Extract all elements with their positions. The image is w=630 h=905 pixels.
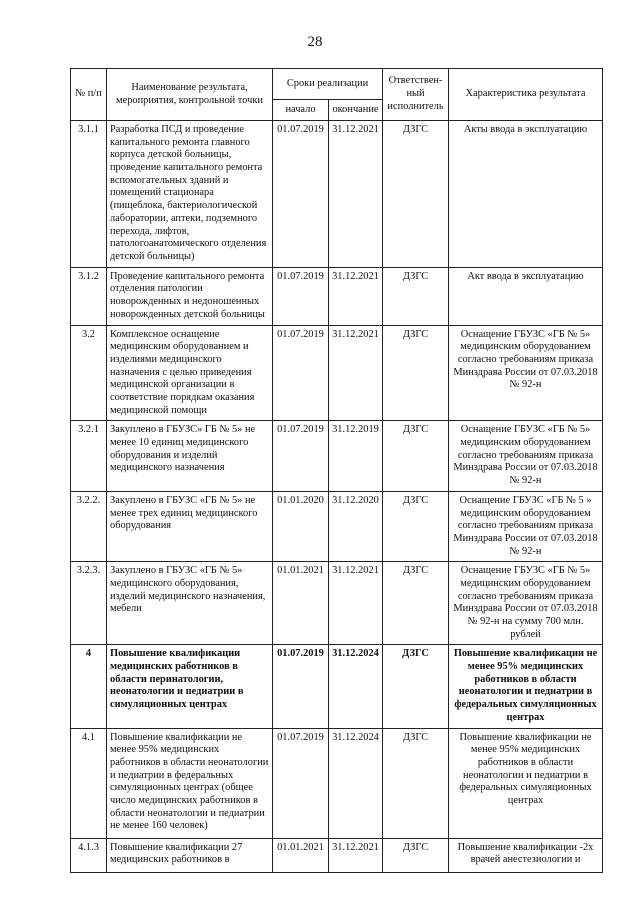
row-name: Закуплено в ГБУЗС» ГБ № 5» не менее 10 единиц медицинского оборудования и изделий медицинского назначения: [107, 421, 273, 491]
header-responsible: Ответствен-ный исполнитель: [383, 69, 449, 121]
row-responsible: ДЗГС: [383, 728, 449, 838]
row-result: Повышение квалификации не менее 95% медицинских работников в области неонатологии и педиатрии в федеральных симуляционных центрах: [449, 728, 603, 838]
row-name: Повышение квалификации 27 медицинских работников в: [107, 838, 273, 872]
row-start: 01.01.2020: [273, 491, 329, 561]
row-result: Оснащение ГБУЗС «ГБ № 5» медицинским оборудованием согласно требованиям приказа Минздрава России от 07.03.2018 № 92-н: [449, 325, 603, 421]
row-num: 3.2: [71, 325, 107, 421]
row-start: 01.07.2019: [273, 728, 329, 838]
row-responsible: ДЗГС: [383, 838, 449, 872]
row-num: 3.2.2.: [71, 491, 107, 561]
table-row: [71, 562, 603, 645]
row-num: 3.2.3.: [71, 562, 107, 645]
row-num: 4.1.3: [71, 838, 107, 872]
row-result: Акты ввода в эксплуатацию: [449, 121, 603, 268]
row-responsible: ДЗГС: [383, 325, 449, 421]
table-row: [71, 421, 603, 491]
row-result: Повышение квалификации не менее 95% медицинских работников в области неонатологии и педиатрии в федеральных симуляционных центрах: [449, 645, 603, 728]
header-start: начало: [273, 100, 329, 121]
header-end: окончание: [329, 100, 383, 121]
page-number: 28: [307, 34, 323, 50]
row-start: 01.07.2019: [273, 267, 329, 325]
row-name: Повышение квалификации медицинских работников в области перинатологии, неонатологии и педиатрии в симуляционных центрах: [107, 645, 273, 728]
row-end: 31.12.2021: [329, 121, 383, 268]
table-row: [71, 491, 603, 561]
row-name: Повышение квалификации не менее 95% медицинских работников в области неонатологии и педиатрии в федеральных симуляционных центрах (общее число медицинских работников в области неонатологии и педиатрии не менее 160 человек): [107, 728, 273, 838]
row-num: 4.1: [71, 728, 107, 838]
row-name: Проведение капитального ремонта отделения патологии новорожденных и недоношенных новорожденных детской больницы: [107, 267, 273, 325]
row-responsible: ДЗГС: [383, 562, 449, 645]
row-responsible: ДЗГС: [383, 421, 449, 491]
table-row: [71, 267, 603, 325]
row-start: 01.07.2019: [273, 325, 329, 421]
row-start: 01.07.2019: [273, 645, 329, 728]
row-end: 31.12.2020: [329, 491, 383, 561]
header-result: Характеристика результата: [449, 69, 603, 121]
row-name: Закуплено в ГБУЗС «ГБ № 5» не менее трех единиц медицинского оборудования: [107, 491, 273, 561]
row-responsible: ДЗГС: [383, 267, 449, 325]
schedule-table: [70, 68, 603, 873]
table-row: [71, 121, 603, 268]
row-start: 01.01.2021: [273, 838, 329, 872]
row-end: 31.12.2021: [329, 325, 383, 421]
row-name: Разработка ПСД и проведение капитального ремонта главного корпуса детской больницы, проведение капитального ремонта вспомогательных зданий и помещений стационара (пищеблока, бактериологической лаборатории, аптеки, подземного перехода, лифтов, патологоанатомического отделения детской больницы): [107, 121, 273, 268]
row-end: 31.12.2024: [329, 728, 383, 838]
header-name: Наименование результата, мероприятия, контрольной точки: [107, 69, 273, 121]
row-start: 01.01.2021: [273, 562, 329, 645]
row-start: 01.07.2019: [273, 121, 329, 268]
header-num: № п/п: [71, 69, 107, 121]
header-period: Сроки реализации: [273, 69, 383, 100]
table-row: [71, 728, 603, 838]
row-start: 01.07.2019: [273, 421, 329, 491]
row-end: 31.12.2021: [329, 562, 383, 645]
row-end: 31.12.2021: [329, 267, 383, 325]
row-name: Комплексное оснащение медицинским оборудованием и изделиями медицинского назначения с целью приведения медицинской организации в соответствие порядкам оказания медицинской помощи: [107, 325, 273, 421]
row-end: 31.12.2019: [329, 421, 383, 491]
row-result: Повышение квалификации -2х врачей анестезиологии и: [449, 838, 603, 872]
row-num: 4: [71, 645, 107, 728]
row-name: Закуплено в ГБУЗС «ГБ № 5» медицинского оборудования, изделий медицинского назначения, мебели: [107, 562, 273, 645]
table-row: [71, 645, 603, 728]
row-num: 3.2.1: [71, 421, 107, 491]
row-result: Оснащение ГБУЗС «ГБ № 5 » медицинским оборудованием согласно требованиям приказа Минздрава России от 07.03.2018 № 92-н: [449, 491, 603, 561]
row-result: Оснащение ГБУЗС «ГБ № 5» медицинским оборудованием согласно требованиям приказа Минздрава России от 07.03.2018 № 92-н на сумму 700 млн. рублей: [449, 562, 603, 645]
row-responsible: ДЗГС: [383, 121, 449, 268]
row-num: 3.1.1: [71, 121, 107, 268]
row-result: Оснащение ГБУЗС «ГБ № 5» медицинским оборудованием согласно требованиям приказа Минздрава России от 07.03.2018 № 92-н: [449, 421, 603, 491]
row-num: 3.1.2: [71, 267, 107, 325]
row-end: 31.12.2021: [329, 838, 383, 872]
table-row: [71, 838, 603, 872]
row-result: Акт ввода в эксплуатацию: [449, 267, 603, 325]
row-end: 31.12.2024: [329, 645, 383, 728]
table-row: [71, 325, 603, 421]
row-responsible: ДЗГС: [383, 491, 449, 561]
row-responsible: ДЗГС: [383, 645, 449, 728]
